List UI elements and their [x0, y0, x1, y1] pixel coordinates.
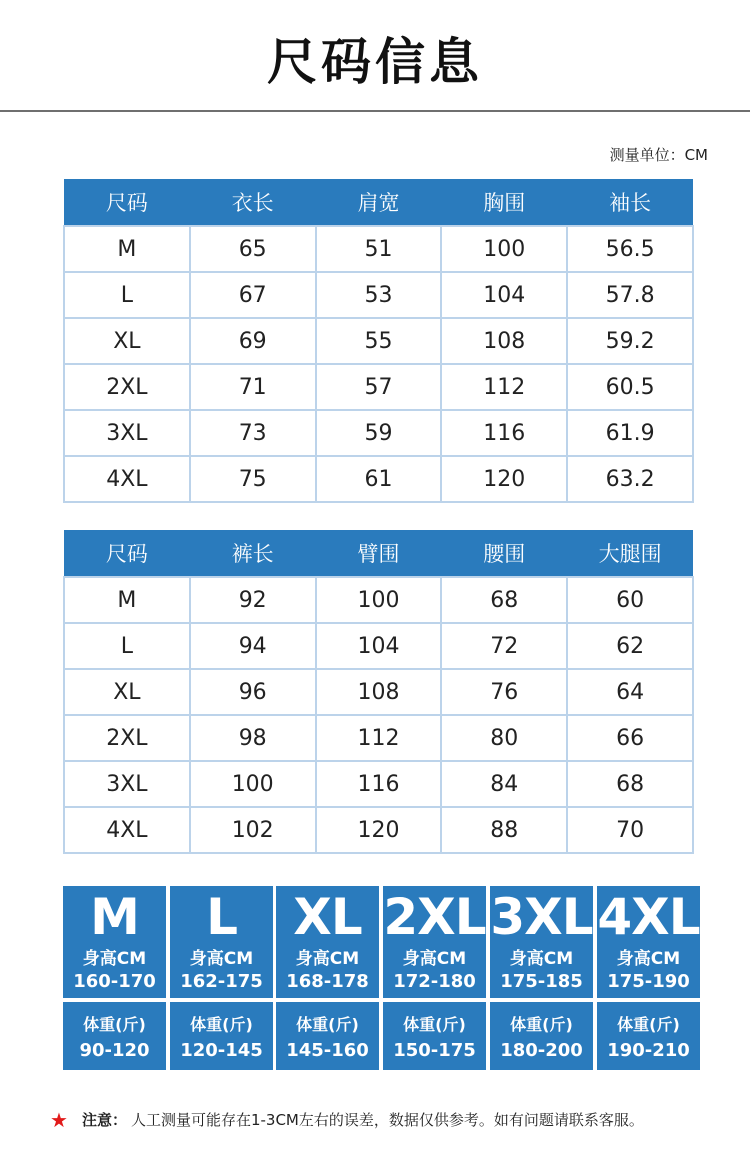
table-cell: 112	[316, 715, 442, 761]
size-card-size: 4XL	[597, 888, 700, 946]
table-row	[64, 364, 693, 410]
size-card	[490, 886, 593, 1070]
size-card-size: L	[206, 888, 237, 946]
table-cell: 61.9	[567, 410, 693, 456]
table-cell: 88	[441, 807, 567, 853]
table-row	[64, 318, 693, 364]
size-card-weight-range: 180-200	[500, 1040, 583, 1061]
table-cell: 57.8	[567, 272, 693, 318]
size-card-weight-block	[276, 1002, 379, 1070]
table-cell: 2XL	[64, 364, 190, 410]
size-card-weight-label: 体重(斤)	[403, 1015, 466, 1034]
table-row	[64, 623, 693, 669]
table-cell: 80	[441, 715, 567, 761]
size-card-weight-range: 190-210	[607, 1040, 690, 1061]
header-cell: 臂围	[316, 530, 442, 577]
size-card	[597, 886, 700, 1070]
size-card-weight-range: 145-160	[286, 1040, 369, 1061]
table-cell: 59	[316, 410, 442, 456]
table-cell: 104	[441, 272, 567, 318]
size-card-weight-block	[383, 1002, 486, 1070]
measurement-note	[50, 1108, 730, 1132]
table-cell: 59.2	[567, 318, 693, 364]
size-card-height-label: 身高CM	[402, 949, 467, 969]
table-cell: 68	[567, 761, 693, 807]
table-cell: 65	[190, 226, 316, 272]
size-card	[63, 886, 166, 1070]
table-cell: M	[64, 226, 190, 272]
table-row	[64, 715, 693, 761]
size-card-size: 3XL	[490, 888, 593, 946]
table-cell: 100	[190, 761, 316, 807]
table-cell: 112	[441, 364, 567, 410]
table-cell: 4XL	[64, 456, 190, 502]
table-cell: 104	[316, 623, 442, 669]
table-cell: 69	[190, 318, 316, 364]
header-cell: 腰围	[441, 530, 567, 577]
size-card-height-block	[276, 886, 379, 998]
size-card-weight-block	[490, 1002, 593, 1070]
size-card-height-label: 身高CM	[295, 949, 360, 969]
table-cell: 66	[567, 715, 693, 761]
table-cell: 56.5	[567, 226, 693, 272]
table-row	[64, 272, 693, 318]
note-text: 人工测量可能存在1-3CM左右的误差，数据仅供参考。如有问题请联系客服。	[130, 1111, 644, 1129]
table-cell: 92	[190, 577, 316, 623]
table-row	[64, 456, 693, 502]
size-card-weight-label: 体重(斤)	[510, 1015, 573, 1034]
table-header-row	[64, 530, 693, 577]
table-cell: 71	[190, 364, 316, 410]
table-cell: 75	[190, 456, 316, 502]
size-card-height-block	[490, 886, 593, 998]
table-cell: 4XL	[64, 807, 190, 853]
table-cell: 2XL	[64, 715, 190, 761]
table-row	[64, 669, 693, 715]
size-card-height-block	[597, 886, 700, 998]
table-cell: 120	[441, 456, 567, 502]
table-cell: 98	[190, 715, 316, 761]
table-cell: L	[64, 272, 190, 318]
header-cell: 大腿围	[567, 530, 693, 577]
table-cell: 94	[190, 623, 316, 669]
size-card	[383, 886, 486, 1070]
header-cell: 衣长	[190, 179, 316, 226]
note-label: 注意：	[81, 1111, 127, 1129]
table-cell: 84	[441, 761, 567, 807]
header-cell: 袖长	[567, 179, 693, 226]
header-cell: 胸围	[441, 179, 567, 226]
size-card-weight-range: 150-175	[393, 1040, 476, 1061]
unit-label: 测量单位：CM	[609, 146, 708, 164]
title-divider	[0, 110, 750, 112]
table-cell: L	[64, 623, 190, 669]
size-card-height-range: 175-185	[500, 971, 583, 992]
size-card-height-block	[170, 886, 273, 998]
size-card-height-label: 身高CM	[189, 949, 254, 969]
table-cell: 3XL	[64, 410, 190, 456]
table-cell: 61	[316, 456, 442, 502]
table-cell: 108	[316, 669, 442, 715]
size-card-height-label: 身高CM	[82, 949, 147, 969]
table-cell: XL	[64, 669, 190, 715]
table-cell: 70	[567, 807, 693, 853]
table-cell: 57	[316, 364, 442, 410]
size-card-height-range: 172-180	[393, 971, 476, 992]
table-cell: 3XL	[64, 761, 190, 807]
size-card-height-block	[63, 886, 166, 998]
table-cell: M	[64, 577, 190, 623]
size-card-height-label: 身高CM	[509, 949, 574, 969]
table-cell: 108	[441, 318, 567, 364]
size-card-height-range: 160-170	[73, 971, 156, 992]
table-cell: 120	[316, 807, 442, 853]
table-row	[64, 577, 693, 623]
table-cell: 68	[441, 577, 567, 623]
header-cell: 尺码	[64, 530, 190, 577]
table-row	[64, 410, 693, 456]
table-cell: 73	[190, 410, 316, 456]
size-card-weight-block	[63, 1002, 166, 1070]
table-cell: 116	[316, 761, 442, 807]
header-cell: 尺码	[64, 179, 190, 226]
table-cell: 96	[190, 669, 316, 715]
table-row	[64, 226, 693, 272]
header-cell: 裤长	[190, 530, 316, 577]
table-cell: 102	[190, 807, 316, 853]
size-card-weight-block	[170, 1002, 273, 1070]
size-card-size: XL	[293, 888, 362, 946]
size-card-weight-label: 体重(斤)	[617, 1015, 680, 1034]
size-card	[276, 886, 379, 1070]
size-card-height-label: 身高CM	[616, 949, 681, 969]
table-row	[64, 761, 693, 807]
size-card-size: 2XL	[383, 888, 486, 946]
size-card-weight-label: 体重(斤)	[190, 1015, 253, 1034]
size-card-height-block	[383, 886, 486, 998]
table-header-row	[64, 179, 693, 226]
table-cell: 72	[441, 623, 567, 669]
table-cell: 100	[316, 577, 442, 623]
size-card-weight-block	[597, 1002, 700, 1070]
size-card-weight-range: 120-145	[180, 1040, 263, 1061]
table-cell: 51	[316, 226, 442, 272]
page-title: 尺码信息	[267, 33, 483, 91]
table-cell: 100	[441, 226, 567, 272]
size-card-weight-label: 体重(斤)	[83, 1015, 146, 1034]
size-card-size: M	[90, 888, 139, 946]
size-card-height-range: 168-178	[286, 971, 369, 992]
size-card-height-range: 162-175	[180, 971, 263, 992]
table-cell: XL	[64, 318, 190, 364]
table-cell: 62	[567, 623, 693, 669]
size-card-weight-range: 90-120	[79, 1040, 150, 1061]
table-row	[64, 807, 693, 853]
table-cell: 55	[316, 318, 442, 364]
table-cell: 60.5	[567, 364, 693, 410]
table-cell: 64	[567, 669, 693, 715]
size-card-height-range: 175-190	[607, 971, 690, 992]
table-cell: 116	[441, 410, 567, 456]
table-cell: 67	[190, 272, 316, 318]
size-card-weight-label: 体重(斤)	[296, 1015, 359, 1034]
table-cell: 60	[567, 577, 693, 623]
table-cell: 76	[441, 669, 567, 715]
table-cell: 53	[316, 272, 442, 318]
bottom-size-table	[63, 530, 694, 854]
header-cell: 肩宽	[316, 179, 442, 226]
table-cell: 63.2	[567, 456, 693, 502]
size-recommendation-cards	[63, 886, 700, 1070]
size-card	[170, 886, 273, 1070]
star-icon: ★	[50, 1108, 68, 1132]
top-size-table	[63, 179, 694, 503]
